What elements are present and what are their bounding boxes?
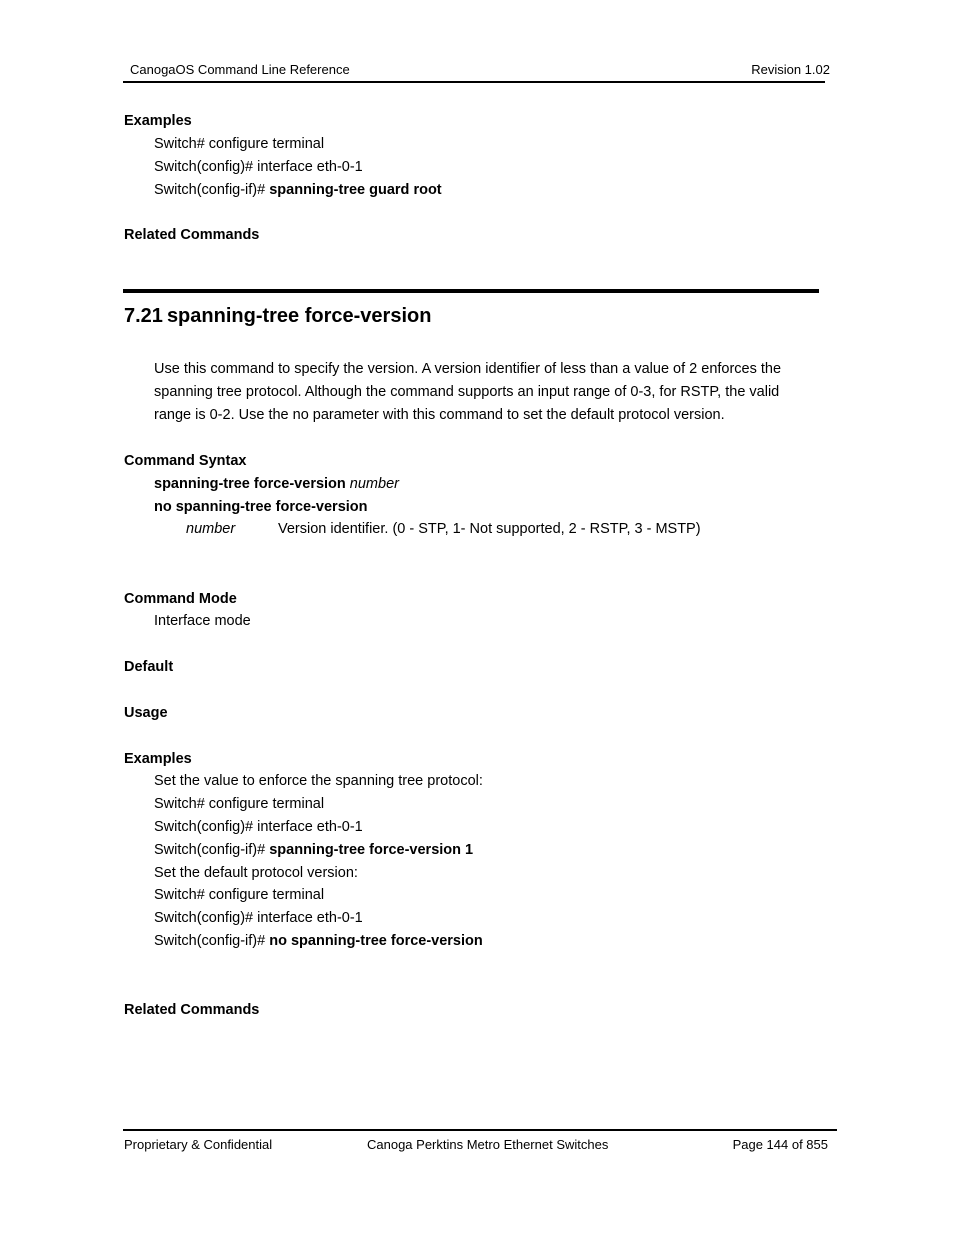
example-line: Switch(config-if)# no spanning-tree force-version	[154, 933, 483, 949]
prev-example-line: Switch(config-if)# spanning-tree guard root	[154, 182, 442, 198]
syntax-line-no: no spanning-tree force-version	[154, 499, 368, 515]
syntax-heading: Command Syntax	[124, 453, 247, 469]
header-revision: Revision 1.02	[751, 62, 830, 77]
usage-heading: Usage	[124, 705, 168, 721]
example-line: Set the default protocol version:	[154, 865, 358, 881]
example-line: Switch(config-if)# spanning-tree force-version 1	[154, 842, 474, 858]
description-line: Use this command to specify the version. A version identifier of less than a value of 2 enforces the	[154, 361, 782, 377]
header-title: CanogaOS Command Line Reference	[130, 62, 350, 77]
section-divider	[123, 289, 819, 293]
example-line: Switch# configure terminal	[154, 887, 325, 903]
prev-examples-heading: Examples	[124, 113, 192, 129]
example-line: Switch(config)# interface eth-0-1	[154, 819, 363, 835]
prev-example-line: Switch# configure terminal	[154, 136, 325, 152]
mode-heading: Command Mode	[124, 591, 237, 607]
section-title	[124, 305, 431, 328]
footer-left: Proprietary & Confidential	[124, 1137, 273, 1152]
example-line: Switch# configure terminal	[154, 796, 325, 812]
prev-example-line: Switch(config)# interface eth-0-1	[154, 159, 363, 175]
description-line: range is 0-2. Use the no parameter with this command to set the default protocol version.	[154, 407, 725, 423]
param-description: Version identifier. (0 - STP, 1- Not supported, 2 - RSTP, 3 - MSTP)	[278, 521, 701, 537]
default-heading: Default	[124, 659, 174, 675]
header-rule	[123, 81, 825, 83]
prev-related-heading: Related Commands	[124, 227, 260, 243]
syntax-line: spanning-tree force-version number	[154, 476, 399, 492]
related-heading: Related Commands	[124, 1002, 260, 1018]
description-line: spanning tree protocol. Although the command supports an input range of 0-3, for RSTP, the valid	[154, 384, 780, 400]
section-name: spanning-tree force-version	[166, 305, 432, 327]
footer-center: Canoga Perktins Metro Ethernet Switches	[367, 1137, 609, 1152]
example-line: Set the value to enforce the spanning tree protocol:	[154, 773, 483, 789]
footer-rule	[123, 1129, 837, 1131]
mode-value: Interface mode	[154, 613, 251, 629]
example-line: Switch(config)# interface eth-0-1	[154, 910, 363, 926]
param-name: number	[186, 521, 236, 537]
footer-page: Page 144 of 855	[732, 1137, 828, 1152]
section-number: 7.21	[124, 305, 163, 327]
examples-heading: Examples	[124, 751, 192, 767]
